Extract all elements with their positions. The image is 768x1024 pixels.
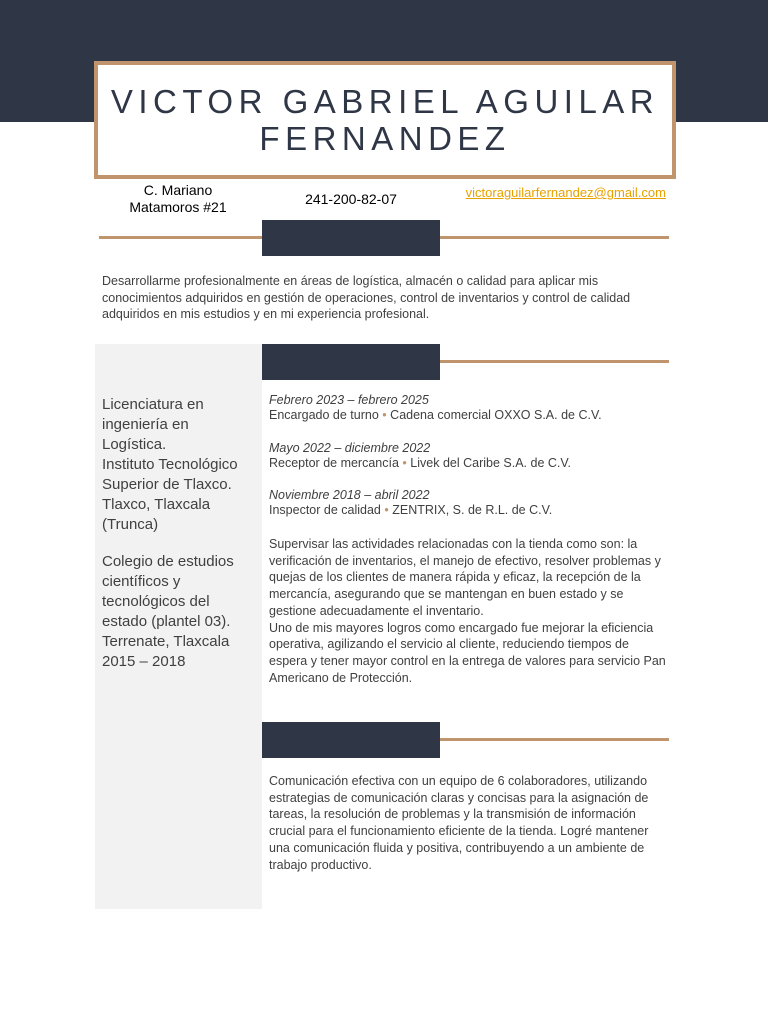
contact-address xyxy=(108,182,248,216)
job-line xyxy=(269,408,669,423)
job-dates: Febrero 2023 – febrero 2025 xyxy=(269,393,429,407)
contact-email-link[interactable]: victoraguilarfernandez@gmail.com xyxy=(465,185,666,200)
experience-entry-1 xyxy=(269,393,669,423)
job-role: Receptor de mercancía xyxy=(269,456,399,470)
experience-entry-2 xyxy=(269,441,669,471)
bullet-separator: • xyxy=(384,503,389,517)
section-heading-bar-objective xyxy=(262,220,440,256)
job-role: Encargado de turno xyxy=(269,408,379,422)
education-school: Instituto Tecnológico Superior de Tlaxco. xyxy=(102,456,238,493)
name-box xyxy=(94,61,676,179)
job-company: ZENTRIX, S. de R.L. de C.V. xyxy=(392,503,553,517)
education-school: Colegio de estudios científicos y tecnológicos del estado (plantel 03). xyxy=(102,553,234,630)
job-company: Livek del Caribe S.A. de C.V. xyxy=(410,456,572,470)
address-line-1: C. Mariano xyxy=(143,182,213,198)
job-company: Cadena comercial OXXO S.A. de C.V. xyxy=(390,408,602,422)
education-degree: Licenciatura en ingeniería en Logística. xyxy=(102,396,204,453)
education-years: 2015 – 2018 xyxy=(102,653,186,670)
section-heading-bar-skills xyxy=(262,722,440,758)
section-heading-bar-experience xyxy=(262,344,440,380)
duties-paragraph-1: Supervisar las actividades relacionadas con la tienda como son: la verificación de inventarios, el manejo de efectivo, resolver problemas y quejas de los clientes de manera rápida y eficaz, la recepción de la mercancía, asegurando que se mantengan en buen estado y se gestione adecuadamente el inventario. xyxy=(269,537,661,618)
contact-phone: 241-200-82-07 xyxy=(305,191,397,207)
education-entry-2 xyxy=(102,552,257,672)
job-line xyxy=(269,456,669,471)
job-dates: Noviembre 2018 – abril 2022 xyxy=(269,488,430,502)
bullet-separator: • xyxy=(402,456,407,470)
skills-text: Comunicación efectiva con un equipo de 6 colaboradores, utilizando estrategias de comunicación claras y concisas para la asignación de tareas, la resolución de problemas y la transmisión de información crucial para el funcionamiento eficiente de la tienda. Logré mantener una comunicación fluida y positiva, contribuyendo a un ambiente de trabajo productivo. xyxy=(269,774,649,872)
experience-entry-3 xyxy=(269,488,669,518)
bullet-separator: • xyxy=(382,408,387,422)
objective-text: Desarrollarme profesionalmente en áreas de logística, almacén o calidad para aplicar mis conocimientos adquiridos en gestión de operaciones, control de inventarios y control de calidad adquiridos en mis estudios y en mi experiencia profesional. xyxy=(102,274,631,322)
job-role: Inspector de calidad xyxy=(269,503,381,517)
job-duties xyxy=(269,536,667,686)
duties-paragraph-2: Uno de mis mayores logros como encargado fue mejorar la eficiencia operativa, agilizando el servicio al cliente, reduciendo tiempos de espera y tener mayor control en la entrega de valores para servicio Pan Americano de Protección. xyxy=(269,620,666,685)
section-divider-skills xyxy=(440,738,669,741)
education-location: Tlaxco, Tlaxcala (Trunca) xyxy=(102,496,211,533)
education-location: Terrenate, Tlaxcala xyxy=(102,633,230,650)
address-line-2: Matamoros #21 xyxy=(129,199,227,215)
candidate-name: VICTOR GABRIEL AGUILAR FERNANDEZ xyxy=(110,83,660,157)
section-divider-experience xyxy=(440,360,669,363)
job-dates: Mayo 2022 – diciembre 2022 xyxy=(269,441,431,455)
education-entry-1 xyxy=(102,395,257,535)
job-line xyxy=(269,503,669,518)
